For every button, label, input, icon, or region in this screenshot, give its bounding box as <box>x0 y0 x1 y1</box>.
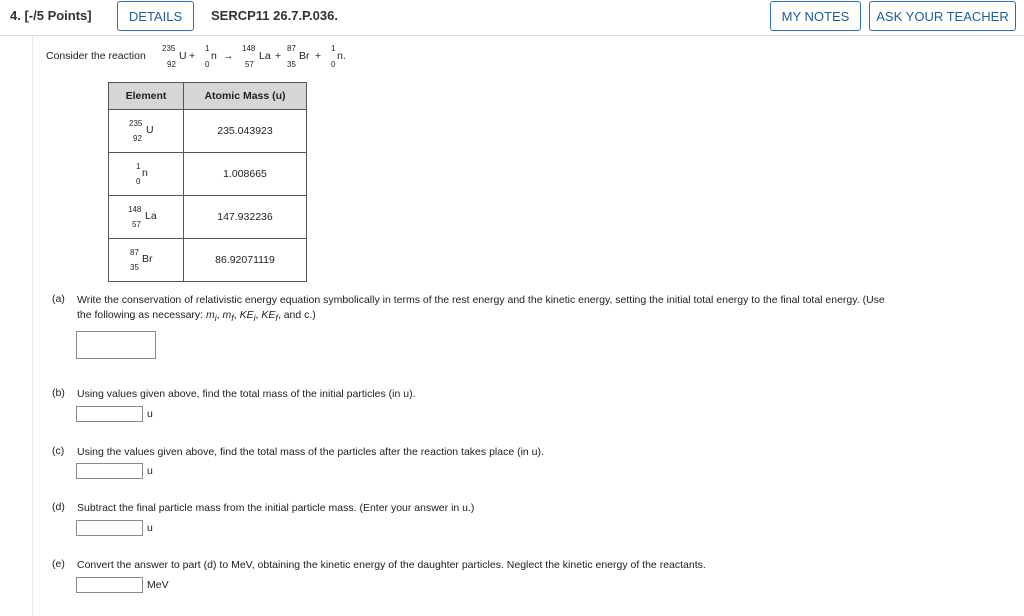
column-header-element: Element <box>109 83 184 110</box>
part-b-unit: u <box>147 408 153 420</box>
arrow-icon: → <box>223 50 234 62</box>
atomic-mass-table <box>108 82 307 282</box>
ask-your-teacher-button[interactable]: ASK YOUR TEACHER <box>869 1 1016 31</box>
plus-sign: + <box>315 50 322 62</box>
table-row <box>109 153 307 196</box>
part-d-prompt: Subtract the final particle mass from the initial particle mass. (Enter your answer in u.) <box>77 502 475 514</box>
part-d-label: (d) <box>52 501 65 513</box>
element-cell: 148 57 La <box>109 196 184 239</box>
element-cell: 1 0 n <box>109 153 184 196</box>
table-row <box>109 196 307 239</box>
part-b-answer-input[interactable] <box>76 406 143 422</box>
plus-sign: + <box>275 50 282 62</box>
details-button[interactable]: DETAILS <box>117 1 194 31</box>
column-header-atomic-mass: Atomic Mass (u) <box>184 83 307 110</box>
my-notes-button[interactable]: MY NOTES <box>770 1 861 31</box>
part-c-answer-input[interactable] <box>76 463 143 479</box>
atomic-mass-value: 235.043923 <box>184 110 307 153</box>
problem-code: SERCP11 26.7.P.036. <box>211 8 338 23</box>
part-d-answer-input[interactable] <box>76 520 143 536</box>
left-rule <box>32 36 33 616</box>
part-a-answer-box[interactable] <box>76 331 156 359</box>
part-b-prompt: Using values given above, find the total mass of the initial particles (in u). <box>77 388 416 400</box>
atomic-mass-value: 1.008665 <box>184 153 307 196</box>
atomic-mass-value: 86.92071119 <box>184 239 307 282</box>
table-row <box>109 110 307 153</box>
part-c-prompt: Using the values given above, find the total mass of the particles after the reaction takes place (in u). <box>77 446 544 458</box>
part-e-answer-input[interactable] <box>76 577 143 593</box>
element-cell: 87 35 Br <box>109 239 184 282</box>
question-header <box>0 0 1024 36</box>
table-row <box>109 239 307 282</box>
part-c-label: (c) <box>52 445 65 457</box>
part-b-label: (b) <box>52 387 65 399</box>
part-c-unit: u <box>147 465 153 477</box>
table-header-row <box>109 83 307 110</box>
part-e-unit: MeV <box>147 579 169 591</box>
atomic-mass-value: 147.932236 <box>184 196 307 239</box>
part-e-prompt: Convert the answer to part (d) to MeV, obtaining the kinetic energy of the daughter particles. Neglect the kinetic energy of the reactants. <box>77 559 706 571</box>
points-label: 4. [-/5 Points] <box>10 8 92 23</box>
element-cell: 235 92 U <box>109 110 184 153</box>
part-a-label: (a) <box>52 293 65 305</box>
part-d-unit: u <box>147 522 153 534</box>
plus-sign: + <box>189 50 196 62</box>
part-e-label: (e) <box>52 558 65 570</box>
part-a-prompt: Write the conservation of relativistic energy equation symbolically in terms of the rest energy and the kinetic energy, setting the initial total energy to the final total energy. (Use the following as necessary: $m_i$, $m_f$, $KE_i$, $KE_f$, and c.) <box>77 294 885 324</box>
reaction-lead: Consider the reaction <box>46 50 146 62</box>
